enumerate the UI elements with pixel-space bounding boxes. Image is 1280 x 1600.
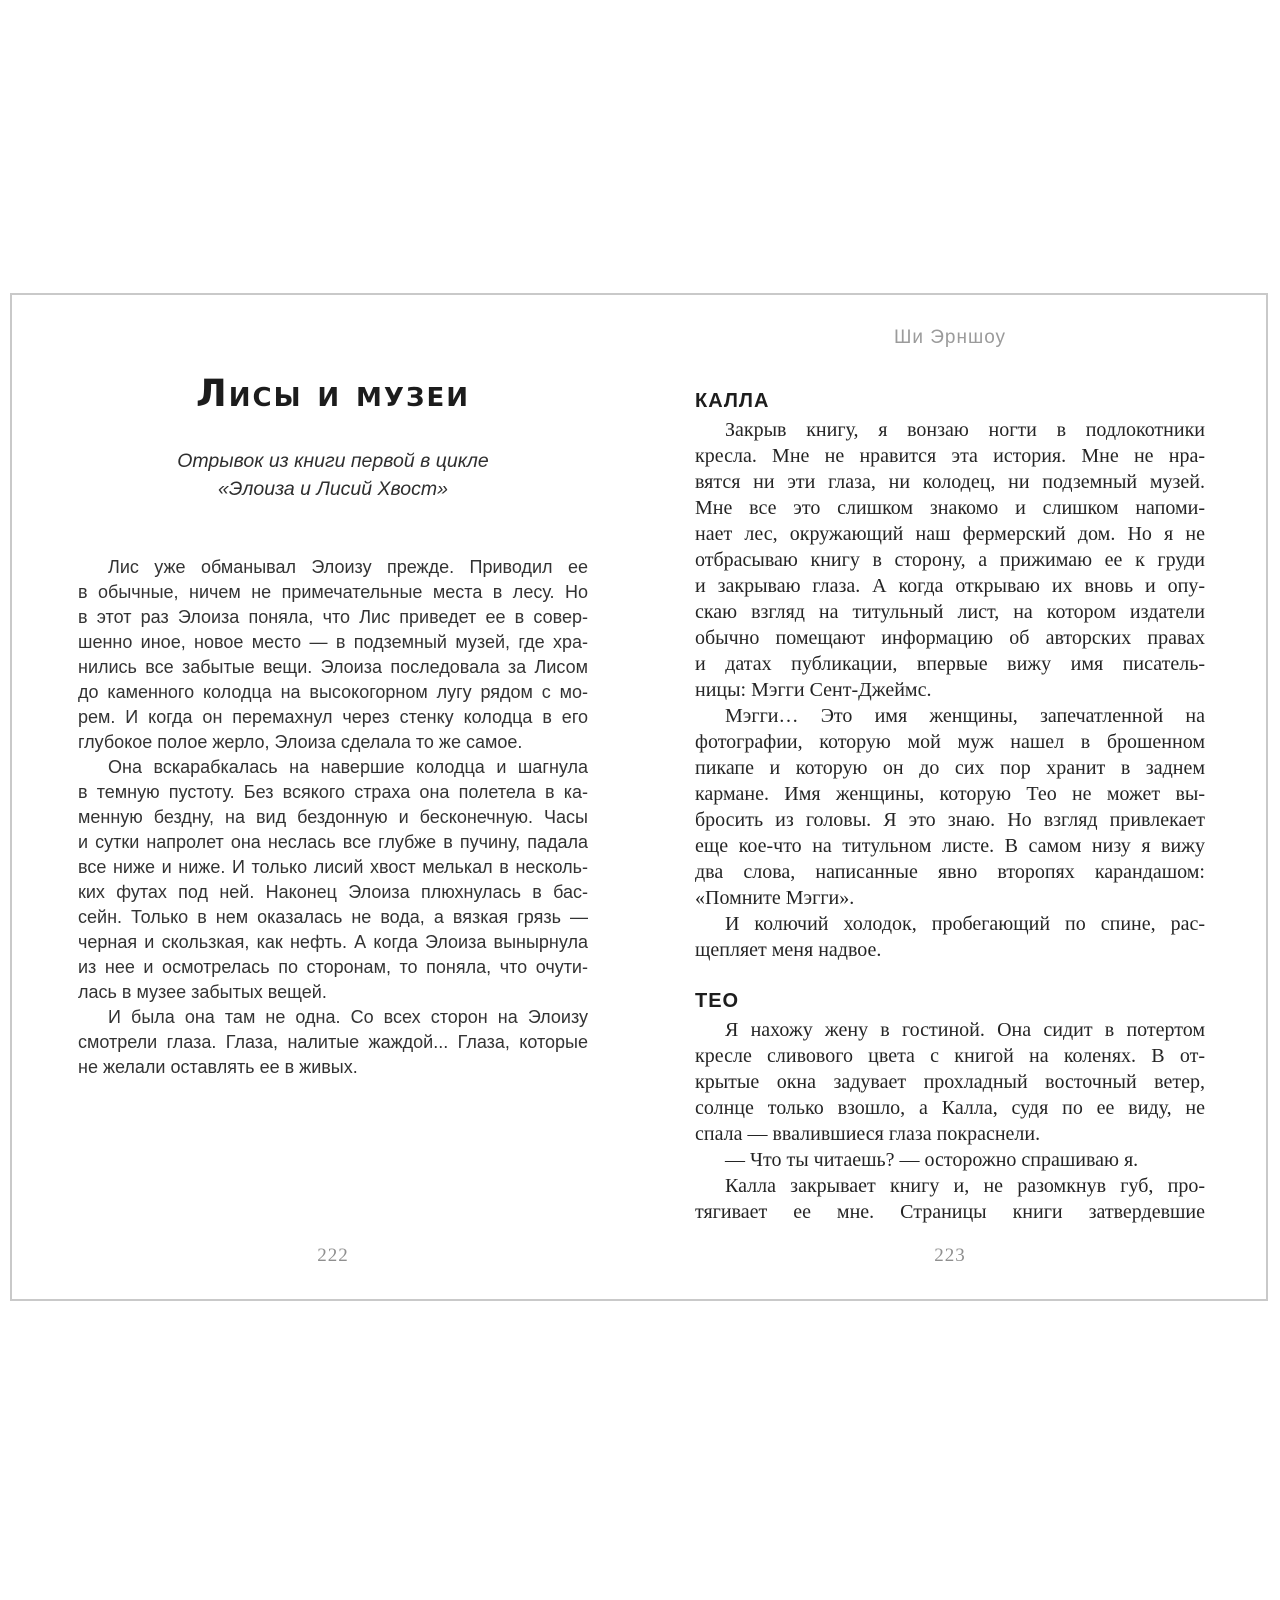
- text-line: щепляет меня надвое.: [695, 939, 882, 961]
- text-line: рем. И когда он перемахнул через стенку колодца в его: [78, 707, 588, 727]
- left-page-number: 222: [317, 1245, 349, 1266]
- text-line: скаю взгляд на титульный лист, на котором издатели: [695, 601, 1205, 623]
- paragraph: [78, 1005, 588, 1080]
- text-line: и датах публикации, впервые вижу имя писатель-: [695, 653, 1205, 675]
- text-line: менную бездну, на вид бездонную и бесконечную. Часы: [78, 807, 588, 827]
- text-line: — Что ты читаешь? — осторожно спрашиваю я.: [725, 1149, 1139, 1171]
- text-line: Она вскарабкалась на навершие колодца и шагнула: [108, 757, 588, 777]
- text-line: Мне все это слишком знакомо и слишком напоми-: [695, 497, 1205, 519]
- text-line: Закрыв книгу, я вонзаю ногти в подлокотники: [725, 419, 1205, 441]
- book-spread: [10, 293, 1268, 1301]
- text-line: Я нахожу жену в гостиной. Она сидит в потертом: [725, 1019, 1205, 1041]
- text-line: Лис уже обманывал Элоизу прежде. Приводил ее: [108, 557, 588, 577]
- chapter-title: Лисы и музеи: [196, 372, 470, 415]
- text-line: кармане. Имя женщины, которую Тео не может вы-: [695, 783, 1205, 805]
- text-line: нились все забытые вещи. Элоиза последовала за Лисом: [78, 657, 588, 677]
- text-line: и закрываю глаза. А когда открываю их вновь и опу-: [695, 575, 1205, 597]
- text-line: ких футах под ней. Наконец Элоиза плюхнулась в бас-: [78, 882, 588, 902]
- right-page-body: [695, 387, 1205, 1225]
- text-line: спала — ввалившиеся глаза покраснели.: [695, 1123, 1041, 1145]
- text-line: глубокое полое жерло, Элоиза сделала то же самое.: [78, 732, 523, 752]
- text-line: тягивает ее мне. Страницы книги затвердевшие: [695, 1201, 1205, 1223]
- left-page: [78, 295, 588, 1299]
- text-line: черная и скользкая, как нефть. А когда Элоиза вынырнула: [78, 932, 588, 952]
- text-line: из нее и осмотрелась по сторонам, то поняла, что очути-: [78, 957, 588, 977]
- text-line: И была она там не одна. Со всех сторон на Элоизу: [108, 1007, 588, 1027]
- paragraph: [695, 1017, 1205, 1147]
- text-line: кресла. Мне не нравится эта история. Мне не нра-: [695, 445, 1205, 467]
- section-heading: КАЛЛА: [695, 390, 770, 412]
- text-line: еще кое-что на титульном листе. В самом низу я вижу: [695, 835, 1205, 857]
- text-line: Мэгги… Это имя женщины, запечатленной на: [725, 705, 1205, 727]
- paragraph: [695, 1173, 1205, 1225]
- paragraph: [695, 1147, 1205, 1173]
- text-line: до каменного колодца на высокогорном лугу рядом с мо-: [78, 682, 588, 702]
- section: [695, 987, 1205, 1225]
- text-line: все ниже и ниже. И только лисий хвост мелькал в несколь-: [78, 857, 588, 877]
- text-line: И колючий холодок, пробегающий по спине, рас-: [725, 913, 1205, 935]
- subtitle-line: Отрывок из книги первой в цикле: [177, 450, 489, 472]
- paragraph: [695, 911, 1205, 963]
- paragraph: [78, 555, 588, 755]
- text-line: отбрасываю книгу в сторону, а прижимаю ее к груди: [695, 549, 1205, 571]
- text-line: вятся ни эти глаза, ни колодец, ни подземный музей.: [695, 471, 1205, 493]
- right-page: [695, 295, 1205, 1299]
- text-line: кресле сливового цвета с книгой на коленях. В от-: [695, 1045, 1205, 1067]
- text-line: в темную пустоту. Без всякого страха она полетела в ка-: [78, 782, 588, 802]
- subtitle-line: «Элоиза и Лисий Хвост»: [218, 478, 448, 500]
- text-line: в этот раз Элоиза поняла, что Лис приведет ее в совер-: [78, 607, 588, 627]
- text-line: два слова, написанные явно второпях карандашом:: [695, 861, 1205, 883]
- text-line: бросить из головы. Я это знаю. Но взгляд привлекает: [695, 809, 1205, 831]
- text-line: лась в музее забытых вещей.: [78, 982, 327, 1002]
- text-line: в обычные, ничем не примечательные места в лесу. Но: [78, 582, 588, 602]
- right-page-number: 223: [934, 1245, 966, 1266]
- text-line: солнце только взошло, а Калла, судя по ее виду, не: [695, 1097, 1205, 1119]
- text-line: сейн. Только в нем оказалась не вода, а вязкая грязь —: [78, 907, 588, 927]
- chapter-subtitle: [78, 447, 588, 503]
- text-line: и сутки напролет она неслась все глубже в пучину, падала: [78, 832, 588, 852]
- paragraph: [695, 703, 1205, 911]
- section: [695, 387, 1205, 963]
- running-header-author: Ши Эрншоу: [893, 327, 1007, 348]
- text-line: не желали оставлять ее в живых.: [78, 1057, 358, 1077]
- left-page-body: [78, 555, 588, 1080]
- text-line: пикапе и которую он до сих пор хранит в заднем: [695, 757, 1205, 779]
- text-line: «Помните Мэгги».: [695, 887, 855, 909]
- text-line: фотографии, которую мой муж нашел в брошенном: [695, 731, 1205, 753]
- text-line: крытые окна задувает прохладный восточный ветер,: [695, 1071, 1205, 1093]
- paragraph: [695, 417, 1205, 703]
- paragraph: [78, 755, 588, 1005]
- text-line: нает лес, окружающий наш фермерский дом. Но я не: [695, 523, 1205, 545]
- section-heading: ТЕО: [695, 990, 740, 1012]
- text-line: Калла закрывает книгу и, не разомкнув губ, про-: [725, 1175, 1205, 1197]
- text-line: обычно помещают информацию об авторских правах: [695, 627, 1205, 649]
- text-line: шенно иное, новое место — в подземный музей, где хра-: [78, 632, 588, 652]
- text-line: смотрели глаза. Глаза, налитые жаждой... Глаза, которые: [78, 1032, 588, 1052]
- text-line: ницы: Мэгги Сент-Джеймс.: [695, 679, 932, 701]
